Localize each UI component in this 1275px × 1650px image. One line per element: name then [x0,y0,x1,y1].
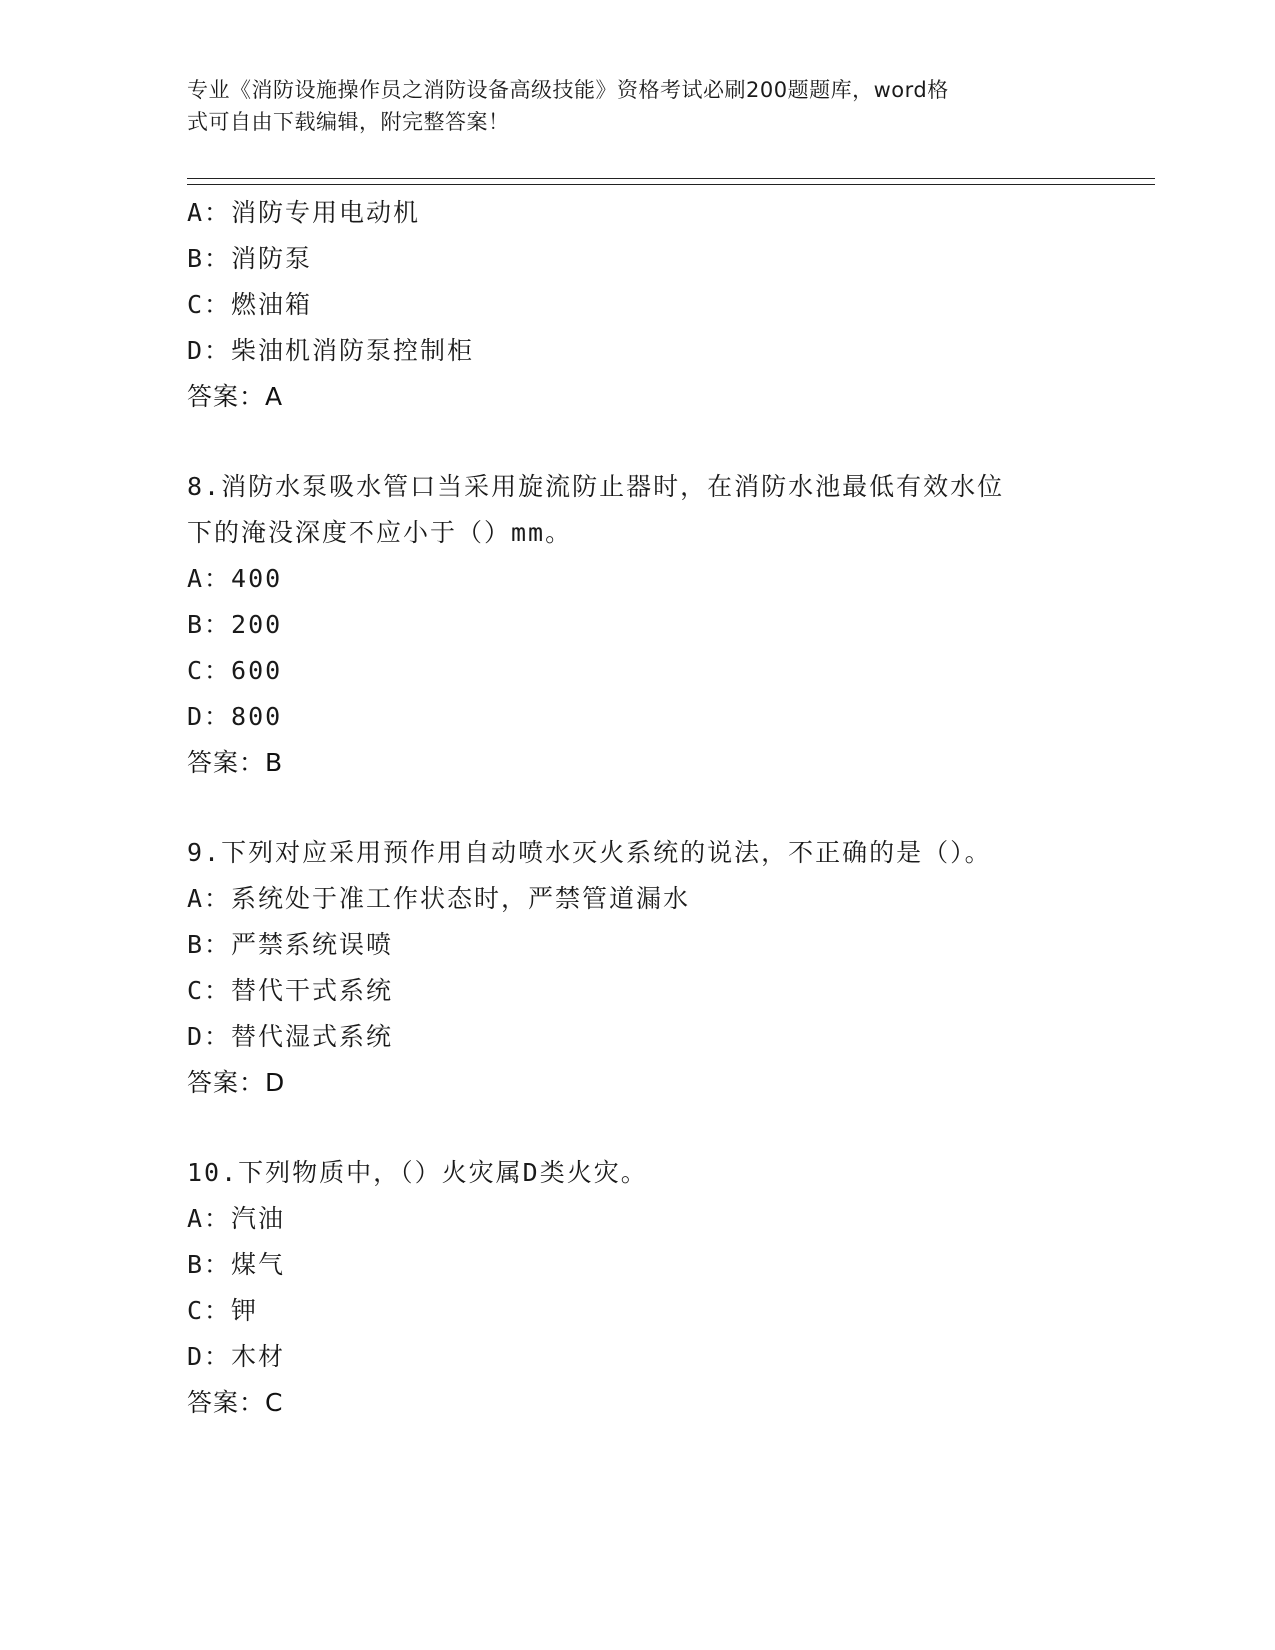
header-divider [187,178,1155,185]
question-9 [187,830,1087,1106]
spacer [187,420,1087,464]
answer-line: 答案：C [187,1388,284,1417]
question-8 [187,464,1087,786]
document-header [187,74,1067,138]
option-d: D：800 [187,702,283,731]
question-list [187,190,1087,1426]
header-line-1: 专业《消防设施操作员之消防设备高级技能》资格考试必刷200题题库，word格 [187,78,949,102]
option-c: C：燃油箱 [187,290,313,319]
question-10 [187,1150,1087,1426]
option-d: D：替代湿式系统 [187,1022,394,1051]
question-stem-line-2: 下的淹没深度不应小于（）mm。 [187,518,573,547]
option-c: C：替代干式系统 [187,976,394,1005]
option-b: B：严禁系统误喷 [187,930,394,959]
question-stem-line-1: 10.下列物质中，（）火灾属D类火灾。 [187,1158,648,1187]
question-stem-line-1: 9.下列对应采用预作用自动喷水灭火系统的说法，不正确的是（）。 [187,838,992,867]
answer-line: 答案：D [187,1068,286,1097]
option-b: B：消防泵 [187,244,313,273]
answer-line: 答案：B [187,748,284,777]
option-d: D：柴油机消防泵控制柜 [187,336,475,365]
option-b: B：200 [187,610,283,639]
option-c: C：600 [187,656,283,685]
answer-line: 答案：A [187,382,284,411]
spacer [187,786,1087,830]
option-a: A：系统处于准工作状态时，严禁管道漏水 [187,884,691,913]
option-b: B：煤气 [187,1250,286,1279]
header-line-2: 式可自由下载编辑，附完整答案！ [187,110,510,134]
option-a: A：400 [187,564,283,593]
option-c: C：钾 [187,1296,259,1325]
option-a: A：消防专用电动机 [187,198,421,227]
question-7 [187,190,1087,420]
question-stem-line-1: 8.消防水泵吸水管口当采用旋流防止器时，在消防水池最低有效水位 [187,472,1005,501]
option-d: D：木材 [187,1342,286,1371]
option-a: A：汽油 [187,1204,286,1233]
spacer [187,1106,1087,1150]
